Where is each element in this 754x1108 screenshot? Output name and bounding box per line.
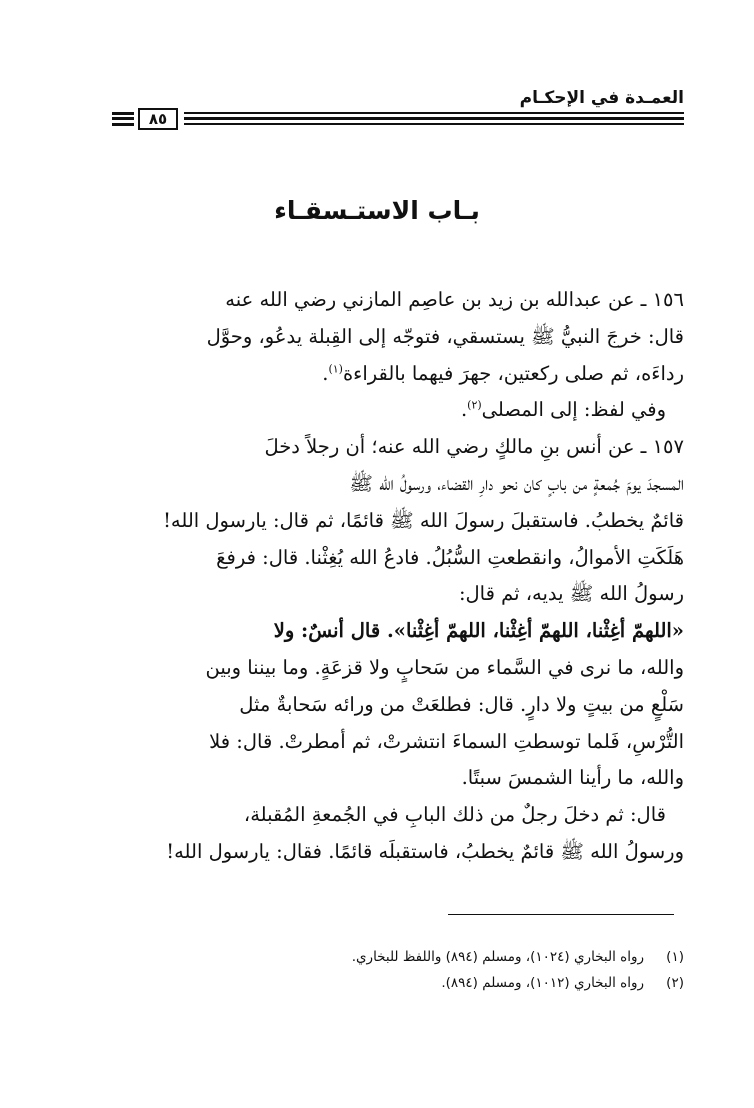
text-line: سَلْعٍ من بيتٍ ولا دارٍ. قال: فطلعَتْ من ورائه سَحابةٌ مثل [239,692,684,716]
text-line: المسجدَ يومَ جُمعةٍ من بابٍ كان نحو دارِ القضاء، ورسولُ الله ﷺ [349,471,684,495]
text-line: والله، ما رأينا الشمسَ سبتًا. [461,766,684,790]
page-header [112,88,684,132]
footnote-mark: (١) [328,362,343,376]
footnote-number: (١) [666,949,684,965]
text-line: هَلَكَتِ الأموالُ، وانقطعتِ السُّبُلُ. فادعُ الله يُغِثْنا. قال: فرفعَ [216,545,684,569]
header-rule [184,123,684,125]
footnotes [112,944,684,996]
header-rule-short [112,123,134,126]
footnote-text: رواه البخاري (١٠٢٤)، ومسلم (٨٩٤) واللفظ للبخاري. [351,949,644,965]
footnote-text: رواه البخاري (١٠١٢)، ومسلم (٨٩٤). [441,975,644,991]
text-line-content: رداءَه، ثم صلى ركعتين، جهرَ فيهما بالقراءة [342,361,684,385]
text-line: قال: ثم دخلَ رجلٌ من ذلك البابِ في الجُمعةِ المُقبلة، [243,803,666,827]
footnote-mark: (٢) [467,398,482,412]
header-rule [184,112,684,114]
footnote [112,944,684,970]
text-line: والله، ما نرى في السَّماء من سَحابٍ ولا قزعَةٍ. وما بيننا وبين [205,655,684,679]
text-line [112,356,684,393]
page-number: ٨٥ [138,108,178,130]
chapter-title: بـاب الاستـسقـاء [274,196,480,225]
sentence-end: . [460,398,468,422]
body-text [112,282,684,871]
header-rule-short [112,117,134,120]
header-rule-short [112,112,134,115]
text-line: ١٥٧ ـ عن أنس بنِ مالكٍ رضي الله عنه؛ أن رجلاً دخلَ [264,435,684,459]
text-line: ١٥٦ ـ عن عبدالله بن زيد بن عاصِم المازني رضي الله عنه [225,288,684,311]
text-line [112,392,684,429]
footnote-number: (٢) [666,975,684,991]
text-line: قال: خرجَ النبيُّ ﷺ يستسقي، فتوجّه إلى القِبلة يدعُو، وحوَّل [206,324,684,348]
text-line: ورسولُ الله ﷺ قائمٌ يخطبُ، فاستقبلَه قائمًا. فقال: يارسول الله! [166,839,684,863]
header-rule [184,117,684,120]
text-line-content: وفي لفظ: إلى المصلى [481,398,666,422]
text-line: رسولُ الله ﷺ يديه، ثم قال: [458,582,684,606]
sentence-end: . [322,361,329,385]
running-title: العمـدة في الإحكـام [519,88,684,108]
footnote [112,970,684,996]
footnote-separator [448,914,674,915]
text-line: قائمٌ يخطبُ. فاستقبلَ رسولَ الله ﷺ قائمًا، ثم قال: يارسول الله! [163,508,684,532]
text-line: التُّرْسِ، فَلما توسطتِ السماءَ انتشرتْ، ثم أمطرتْ. قال: فلا [209,729,684,753]
text-line: «اللهمّ أغِثْنا، اللهمّ أغِثْنا، اللهمّ أغِثْنا». قال أنسٌ: ولا [273,619,684,643]
